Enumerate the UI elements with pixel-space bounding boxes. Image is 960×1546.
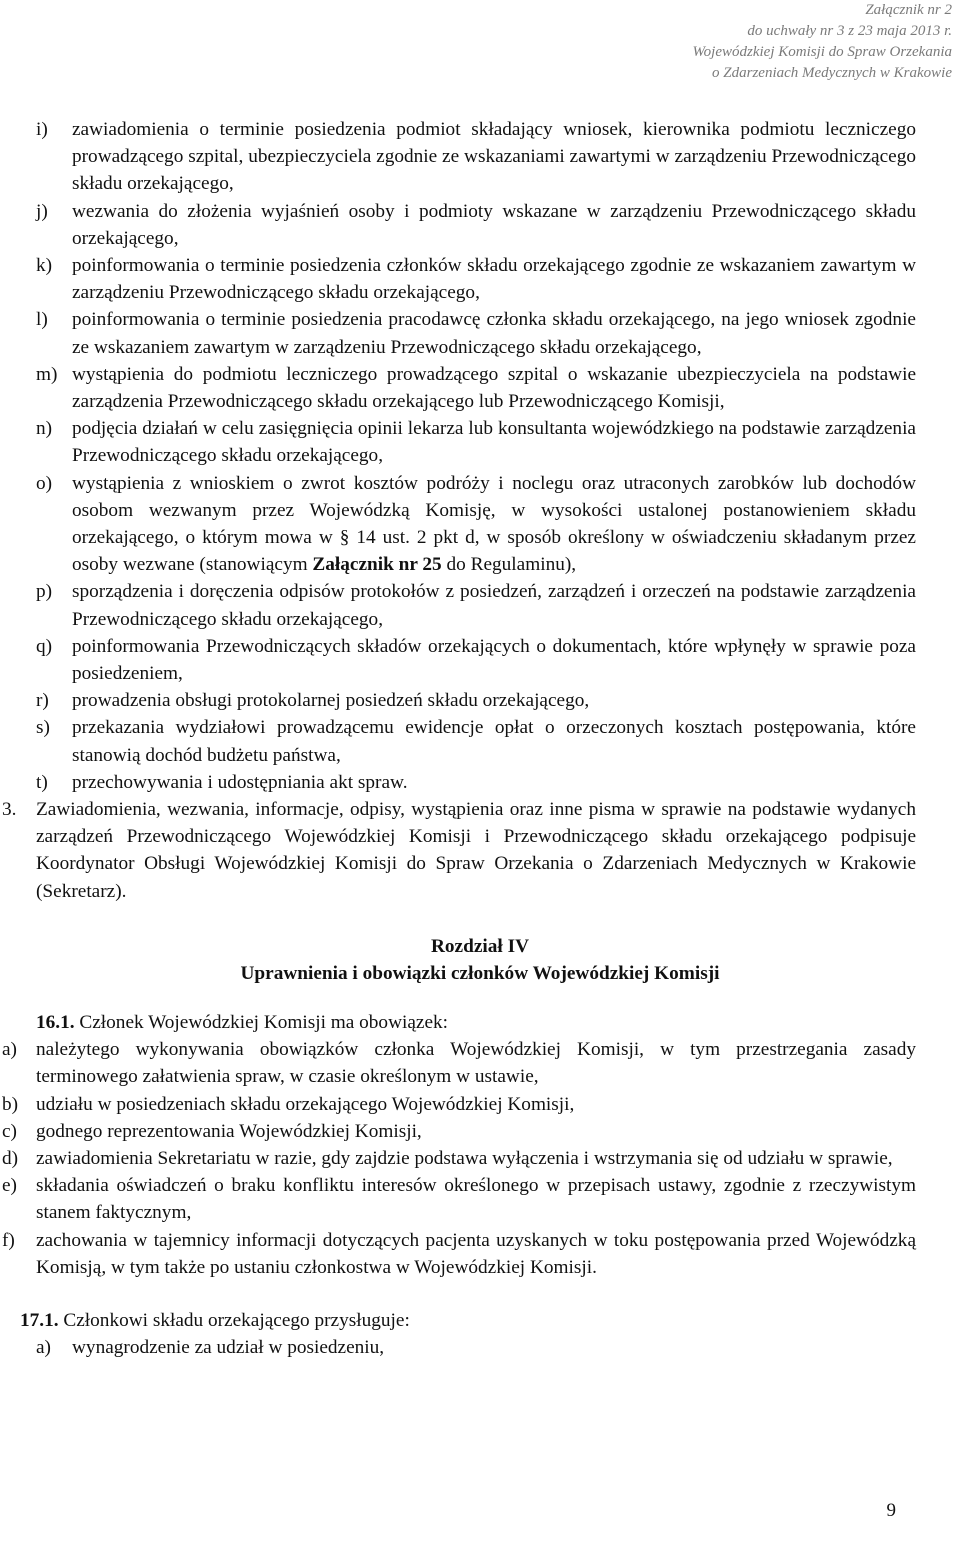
list-item [0,306,960,360]
list-item [0,415,960,469]
list-marker: i) [36,119,48,140]
header-line-3: Wojewódzkiej Komisji do Spraw Orzekania [692,44,952,60]
section-16 [0,1009,960,1036]
list-marker: c) [2,1120,17,1142]
list-marker: k) [36,255,53,277]
point-text: Zawiadomienia, wezwania, informacje, odpisy, wystąpienia oraz inne pisma w sprawie na podstawie wydanych zarządzeń Przewodniczącego Wojewódzkiej Komisji i Przewodniczącego składu orzekającego podpisuje Koordynator Obsługi Wojewódzkiej Komisji do Spraw Orzekania o Zdarzeniach Medycznych w Krakowie (Sekretarz). [36,799,916,902]
attachment-reference: Załącznik nr 25 [312,554,442,576]
point-marker: 3. [2,799,17,821]
list-item-text: wystąpienia do podmiotu leczniczego prowadzącego szpital o wskazanie ubezpieczyciela na podstawie zarządzenia Przewodniczącego składu orzekającego lub Przewodniczącego Komisji, [72,363,916,413]
header-line-2: do uchwały nr 3 z 23 maja 2013 r. [747,23,952,39]
list-item-text: poinformowania o terminie posiedzenia pracodawcę członka składu orzekającego, na jego wniosek zgodnie ze wskazaniem zawartym w zarządzeniu Przewodniczącego składu orzekającego, [72,309,916,358]
header-line-1: Załącznik nr 2 [865,2,952,18]
list-marker: n) [36,418,53,440]
list-item-text: wezwania do złożenia wyjaśnień osoby i podmioty wskazane w zarządzeniu Przewodniczącego składu orzekającego, [72,200,916,249]
list-item-text: poinformowania o terminie posiedzenia członków składu orzekającego zgodnie ze wskazaniem zawartym w zarządzeniu Przewodniczącego składu orzekającego, [72,255,916,304]
list-marker: p) [36,581,53,603]
list-item [0,198,960,252]
list-item-text: wynagrodzenie za udział w posiedzeniu, [72,1337,385,1359]
list-item-text-tail: do Regulaminu), [441,554,577,576]
list-item-text: przechowywania i udostępniania akt spraw. [72,771,408,793]
list-marker: d) [2,1147,19,1169]
document-body [0,116,960,1361]
list-marker: r) [36,690,49,712]
list-item-text: zawiadomienia Sekretariatu w razie, gdy zajdzie podstawa wyłączenia i wstrzymania się od udziału w sprawie, [36,1147,893,1169]
section-16-list [0,1036,960,1281]
list-marker: t) [36,771,48,793]
list-item-text: składania oświadczeń o braku konfliktu interesów określonego w przepisach ustawy, zgodnie z rzeczywistym stanem faktycznym, [36,1175,916,1224]
header-line-4: o Zdarzeniach Medycznych w Krakowie [712,65,952,81]
list-item [0,769,960,796]
section-17 [0,1307,960,1334]
list-item [0,1172,960,1226]
chapter-number: Rozdział IV [430,935,529,957]
list-item [0,714,960,768]
list-marker: a) [2,1039,17,1061]
list-marker: o) [36,472,53,494]
lettered-list [0,116,960,796]
list-item-text: zawiadomienia o terminie posiedzenia podmiot składający wniosek, kierownika podmiotu leczniczego prowadzącego szpital, ubezpieczyciela zgodnie ze wskazaniami zawartymi w zarządzeniu Przewodniczącego składu orzekającego, [72,119,916,195]
section-intro: Członkowi składu orzekającego przysługuje: [58,1309,410,1331]
list-item [0,1334,960,1361]
list-marker: j) [36,200,48,222]
list-item-text: godnego reprezentowania Wojewódzkiej Komisji, [36,1120,422,1142]
chapter-heading [0,933,960,987]
list-item [0,1091,960,1118]
list-item-text: udziału w posiedzeniach składu orzekającego Wojewódzkiej Komisji, [36,1093,575,1115]
list-item [0,633,960,687]
list-item [0,1118,960,1145]
list-item [0,361,960,415]
list-item-text: prowadzenia obsługi protokolarnej posiedzeń składu orzekającego, [72,690,590,712]
list-item-text: wystąpienia z wnioskiem o zwrot kosztów podróży i noclegu oraz utraconych zarobków lub dochodów osobom wezwanym przez Wojewódzką Komisję, w wysokości ustalonej postanowieniem składu orzekającego, o którym mowa w § 14 ust. 2 pkt d, w sposób określony w oświadczeniu składanym przez osoby wezwane (stanowiącym [72,472,916,576]
section-intro: Członek Wojewódzkiej Komisji ma obowiązek: [74,1011,449,1033]
list-item-text: należytego wykonywania obowiązków członka Wojewódzkiej Komisji, w tym przestrzegania zasady terminowego załatwienia spraw, w czasie określonym w ustawie, [36,1039,916,1088]
section-number: 16.1. [36,1011,75,1033]
list-item [0,470,960,579]
point-3 [0,796,960,905]
list-item [0,1145,960,1172]
list-marker: s) [36,717,50,739]
list-item-text: zachowania w tajemnicy informacji dotyczących pacjenta uzyskanych w toku postępowania przed Wojewódzką Komisją, w tym także po ustaniu członkostwa w Wojewódzkiej Komisji. [36,1229,916,1278]
list-item [0,578,960,632]
list-item [0,252,960,306]
list-marker: q) [36,635,53,657]
list-item [0,1036,960,1090]
list-item-text: przekazania wydziałowi prowadzącemu ewidencje opłat o orzeczonych kosztach postępowania, które stanowią dochód budżetu państwa, [72,717,916,766]
list-item [0,687,960,714]
page-number: 9 [886,1500,896,1521]
list-marker: b) [2,1093,19,1115]
list-item [0,116,960,198]
list-item-text: podjęcia działań w celu zasięgnięcia opinii lekarza lub konsultanta wojewódzkiego na podstawie zarządzenia Przewodniczącego składu orzekającego, [72,418,916,467]
list-marker: f) [2,1229,15,1251]
section-number: 17.1. [20,1309,59,1331]
list-marker: m) [36,363,58,385]
list-item [0,1227,960,1281]
chapter-title: Uprawnienia i obowiązki członków Wojewódzkiej Komisji [240,962,720,984]
attachment-header [693,0,952,84]
list-item-text: poinformowania Przewodniczących składów orzekających o dokumentach, które wpłynęły w sprawie poza posiedzeniem, [72,635,916,685]
section-17-list [0,1334,960,1361]
list-marker: l) [36,309,48,331]
list-marker: e) [2,1175,17,1197]
list-marker: a) [36,1337,51,1359]
list-item-text: sporządzenia i doręczenia odpisów protokołów z posiedzeń, zarządzeń i orzeczeń na podstawie zarządzenia Przewodniczącego składu orzekającego, [72,581,916,630]
